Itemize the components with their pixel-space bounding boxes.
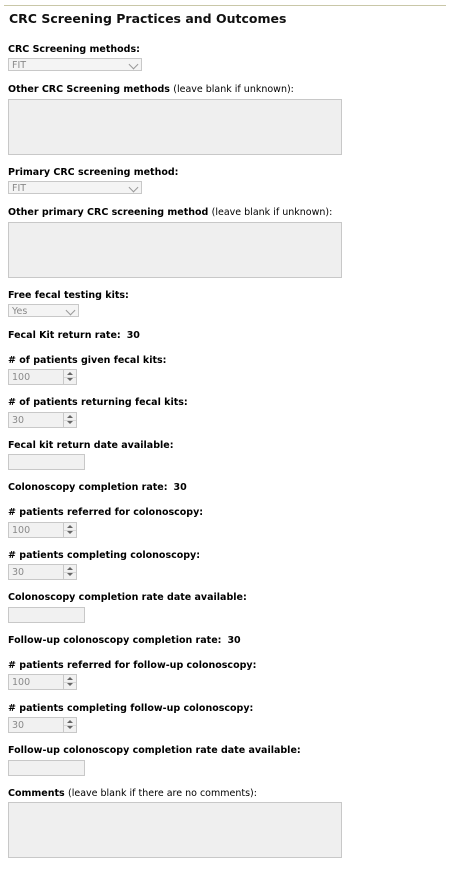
comments-textarea[interactable] — [8, 802, 342, 858]
fecal-kit-return-rate — [8, 330, 140, 341]
patients-returning-kits-value: 30 — [12, 415, 25, 426]
screening-methods-value: FIT — [12, 60, 27, 71]
stepper-buttons — [63, 565, 76, 579]
other-methods-label-text: Other CRC Screening methods — [8, 84, 170, 95]
fecal-return-date-input[interactable] — [8, 454, 85, 470]
chevron-down-icon — [129, 183, 139, 193]
chevron-down-icon — [129, 60, 139, 70]
followup-date-input[interactable] — [8, 760, 85, 776]
stepper-buttons — [63, 413, 76, 427]
other-primary-method-note: (leave blank if unknown): — [211, 207, 333, 218]
other-primary-method-label-text: Other primary CRC screening method — [8, 207, 209, 218]
stepper-down-icon[interactable] — [64, 725, 76, 732]
patients-referred-label: # patients referred for colonoscopy: — [8, 507, 204, 518]
followup-referred-stepper[interactable] — [8, 674, 77, 690]
stepper-buttons — [63, 718, 76, 732]
stepper-buttons — [63, 675, 76, 689]
followup-completing-label: # patients completing follow-up colonoscopy: — [8, 703, 254, 714]
patients-returning-kits-label: # of patients returning fecal kits: — [8, 397, 188, 408]
stepper-down-icon[interactable] — [64, 377, 76, 384]
chevron-down-icon — [66, 306, 76, 316]
colonoscopy-date-input[interactable] — [8, 607, 85, 623]
free-fecal-kits-value: Yes — [12, 306, 28, 317]
patients-referred-stepper[interactable] — [8, 522, 77, 538]
primary-method-label: Primary CRC screening method: — [8, 167, 179, 178]
other-primary-method-label — [8, 207, 332, 218]
other-methods-label — [8, 84, 294, 95]
followup-completing-value: 30 — [12, 720, 25, 731]
section-title: CRC Screening Practices and Outcomes — [9, 11, 287, 26]
patients-given-kits-value: 100 — [12, 372, 31, 383]
other-primary-method-textarea[interactable] — [8, 222, 342, 278]
fecal-kit-return-rate-label: Fecal Kit return rate: — [8, 330, 121, 341]
screening-methods-select[interactable] — [8, 58, 142, 71]
other-methods-textarea[interactable] — [8, 99, 342, 155]
fecal-return-date-label: Fecal kit return date available: — [8, 440, 174, 451]
stepper-down-icon[interactable] — [64, 530, 76, 537]
stepper-buttons — [63, 370, 76, 384]
colonoscopy-date-label: Colonoscopy completion rate date available: — [8, 592, 247, 603]
comments-label-text: Comments — [8, 788, 65, 799]
patients-completing-stepper[interactable] — [8, 564, 77, 580]
stepper-down-icon[interactable] — [64, 420, 76, 427]
stepper-down-icon[interactable] — [64, 682, 76, 689]
stepper-buttons — [63, 523, 76, 537]
patients-completing-value: 30 — [12, 567, 25, 578]
primary-method-value: FIT — [12, 183, 27, 194]
comments-note: (leave blank if there are no comments): — [68, 788, 257, 799]
colonoscopy-rate-label: Colonoscopy completion rate: — [8, 482, 168, 493]
colonoscopy-rate — [8, 482, 187, 493]
patients-referred-value: 100 — [12, 525, 31, 536]
comments-label — [8, 788, 257, 799]
screening-methods-label: CRC Screening methods: — [8, 44, 140, 55]
followup-referred-value: 100 — [12, 677, 31, 688]
stepper-down-icon[interactable] — [64, 572, 76, 579]
free-fecal-kits-select[interactable] — [8, 304, 79, 317]
patients-given-kits-label: # of patients given fecal kits: — [8, 355, 167, 366]
followup-referred-label: # patients referred for follow-up colonoscopy: — [8, 660, 257, 671]
primary-method-select[interactable] — [8, 181, 142, 194]
followup-date-label: Follow-up colonoscopy completion rate date available: — [8, 745, 301, 756]
followup-rate-value: 30 — [227, 635, 241, 646]
followup-completing-stepper[interactable] — [8, 717, 77, 733]
fecal-kit-return-rate-value: 30 — [126, 330, 140, 341]
patients-completing-label: # patients completing colonoscopy: — [8, 550, 201, 561]
free-fecal-kits-label: Free fecal testing kits: — [8, 290, 129, 301]
top-divider — [4, 5, 446, 6]
patients-given-kits-stepper[interactable] — [8, 369, 77, 385]
followup-rate-label: Follow-up colonoscopy completion rate: — [8, 635, 222, 646]
followup-rate — [8, 635, 241, 646]
other-methods-note: (leave blank if unknown): — [173, 84, 294, 95]
colonoscopy-rate-value: 30 — [173, 482, 187, 493]
patients-returning-kits-stepper[interactable] — [8, 412, 77, 428]
